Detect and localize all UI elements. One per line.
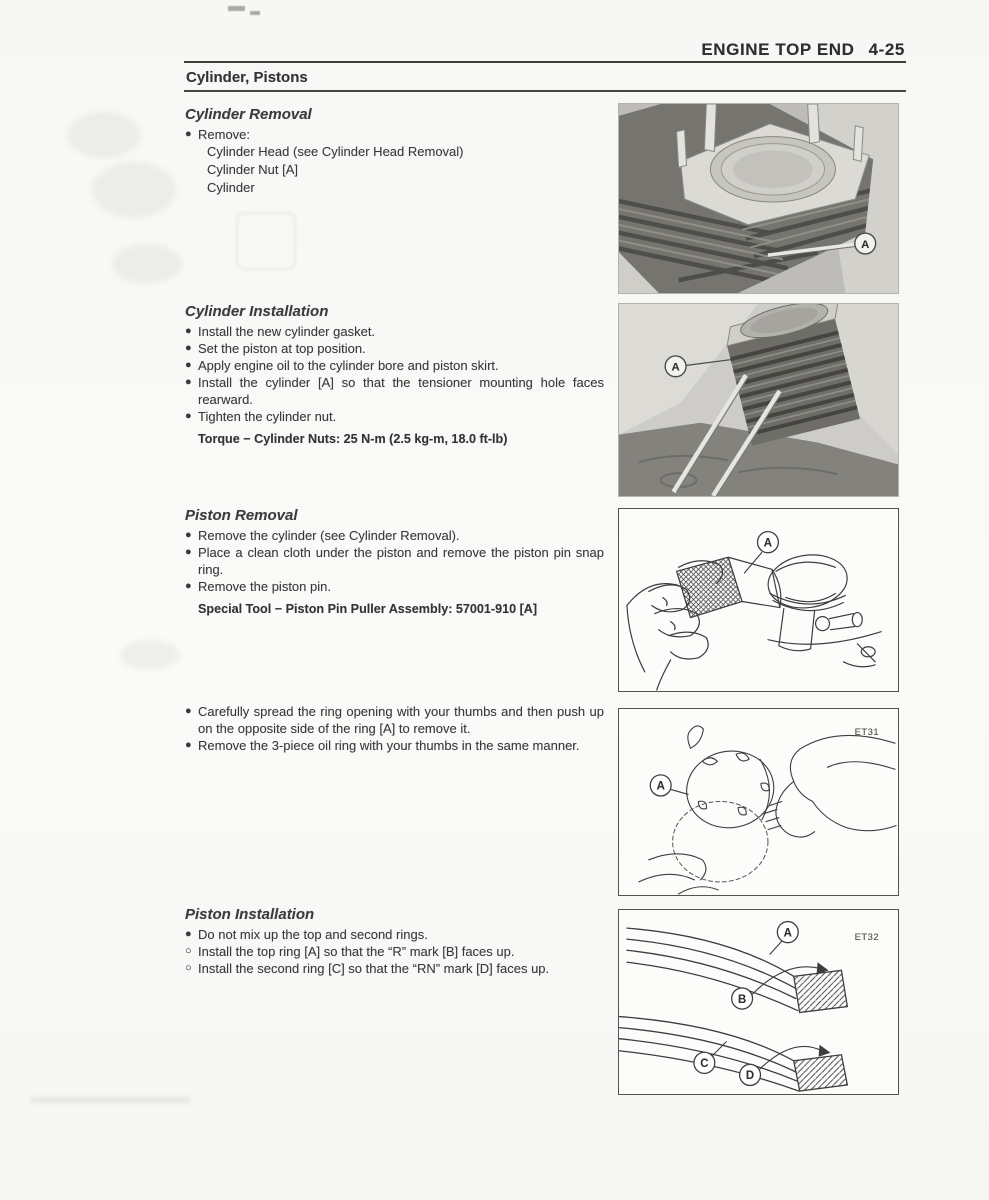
scan-artifact [120,640,180,670]
ring-marks-illustration [619,910,898,1094]
callout-a-badge [758,532,779,553]
procedure-step [185,544,604,578]
page-number: 4-25 [868,40,905,59]
special-tool-spec: Special Tool − Piston Pin Puller Assembly: 57001-910 [A] [198,602,538,616]
section-cylinder-installation [185,303,604,447]
callout-a-badge [855,233,876,254]
page-header [185,40,905,60]
procedure-step [185,926,604,943]
step-text: Remove the 3-piece oil ring with your thumbs in the same manner. [198,738,580,753]
bullet-icon: ● [185,580,192,592]
section-ring-removal [185,703,604,754]
scan-artifact [250,11,260,15]
removal-item: Cylinder Head (see Cylinder Head Removal) [207,144,464,159]
step-text: Install the second ring [C] so that the “RN” mark [D] faces up. [198,961,550,976]
figure-ring-marks-diagram [618,909,899,1095]
step-text: Remove: [198,127,251,142]
cylinder-install-illustration [619,304,898,496]
figure-code: ET31 [854,727,880,739]
bullet-icon: ○ [185,962,192,974]
procedure-step [185,737,604,754]
callout-a-label: A [763,537,773,550]
figure-piston-pin-puller-drawing [618,508,899,692]
step-text: Install the new cylinder gasket. [198,324,376,339]
header-rule [184,61,906,63]
callout-d-badge [740,1064,761,1085]
step-text: Place a clean cloth under the piston and remove the piston pin snap ring. [198,545,604,577]
removal-item: Cylinder Nut [A] [207,162,299,177]
cylinder-photo-illustration [619,104,898,293]
subsection-heading: Cylinder Removal [185,106,312,123]
bullet-icon: ● [185,325,192,337]
bullet-icon: ● [185,928,192,940]
bullet-icon: ● [185,410,192,422]
callout-a-label: A [783,927,792,940]
procedure-step [185,943,604,960]
section-title: Cylinder, Pistons [186,69,308,86]
callout-a-badge [650,775,671,796]
callout-b-label: B [737,993,747,1006]
procedure-step [185,703,604,737]
callout-a-badge [665,356,686,377]
removal-item: Cylinder [207,180,255,195]
bullet-icon: ● [185,705,192,717]
bullet-icon: ○ [185,945,192,957]
procedure-step [185,960,604,977]
section-piston-removal [185,507,604,617]
step-text: Remove the cylinder (see Cylinder Removal). [198,528,460,543]
section-title-rule [184,90,906,92]
callout-d-label: D [745,1070,755,1083]
section-cylinder-removal [185,106,604,197]
bullet-icon: ● [185,128,192,140]
step-text: Carefully spread the ring opening with your thumbs and then push up on the opposite side of the ring [A] to remove it. [198,704,604,736]
procedure-step [185,126,604,143]
procedure-step [185,578,604,595]
callout-c-badge [694,1052,715,1073]
scan-artifact [112,244,182,284]
procedure-step [185,527,604,544]
step-text: Apply engine oil to the cylinder bore and piston skirt. [198,358,499,373]
procedure-step [185,340,604,357]
scan-artifact [68,112,140,158]
figure-cylinder-removal-photo [618,103,899,294]
header-title: ENGINE TOP END [701,40,855,59]
step-text: Install the cylinder [A] so that the tensioner mounting hole faces rearward. [198,375,604,407]
bullet-icon: ● [185,342,192,354]
callout-b-badge [732,988,753,1009]
step-text: Do not mix up the top and second rings. [198,927,428,942]
callout-a-label: A [656,780,665,793]
scan-artifact [30,1097,190,1103]
subsection-heading: Cylinder Installation [185,303,329,320]
figure-code: ET32 [854,932,880,944]
scan-artifact [92,162,176,218]
section-piston-installation [185,906,604,977]
pin-puller-illustration [619,509,898,691]
procedure-step [185,374,604,408]
subsection-heading: Piston Installation [185,906,315,923]
subsection-heading: Piston Removal [185,507,298,524]
scan-artifact [236,212,296,270]
procedure-step [185,408,604,425]
procedure-step [185,357,604,374]
ring-removal-illustration [619,709,898,895]
torque-spec: Torque − Cylinder Nuts: 25 N-m (2.5 kg-m, 18.0 ft-lb) [198,432,508,446]
bullet-icon: ● [185,376,192,388]
callout-a-badge [777,922,798,943]
step-text: Set the piston at top position. [198,341,366,356]
bullet-icon: ● [185,359,192,371]
callout-a-label: A [861,238,870,251]
step-text: Tighten the cylinder nut. [198,409,337,424]
scan-artifact [228,6,245,11]
step-text: Install the top ring [A] so that the “R” mark [B] faces up. [198,944,515,959]
bullet-icon: ● [185,529,192,541]
figure-cylinder-installation-photo [618,303,899,497]
callout-c-label: C [700,1058,709,1071]
figure-ring-removal-drawing [618,708,899,896]
procedure-step [185,323,604,340]
bullet-icon: ● [185,739,192,751]
callout-a-label: A [671,361,680,374]
bullet-icon: ● [185,546,192,558]
step-text: Remove the piston pin. [198,579,331,594]
